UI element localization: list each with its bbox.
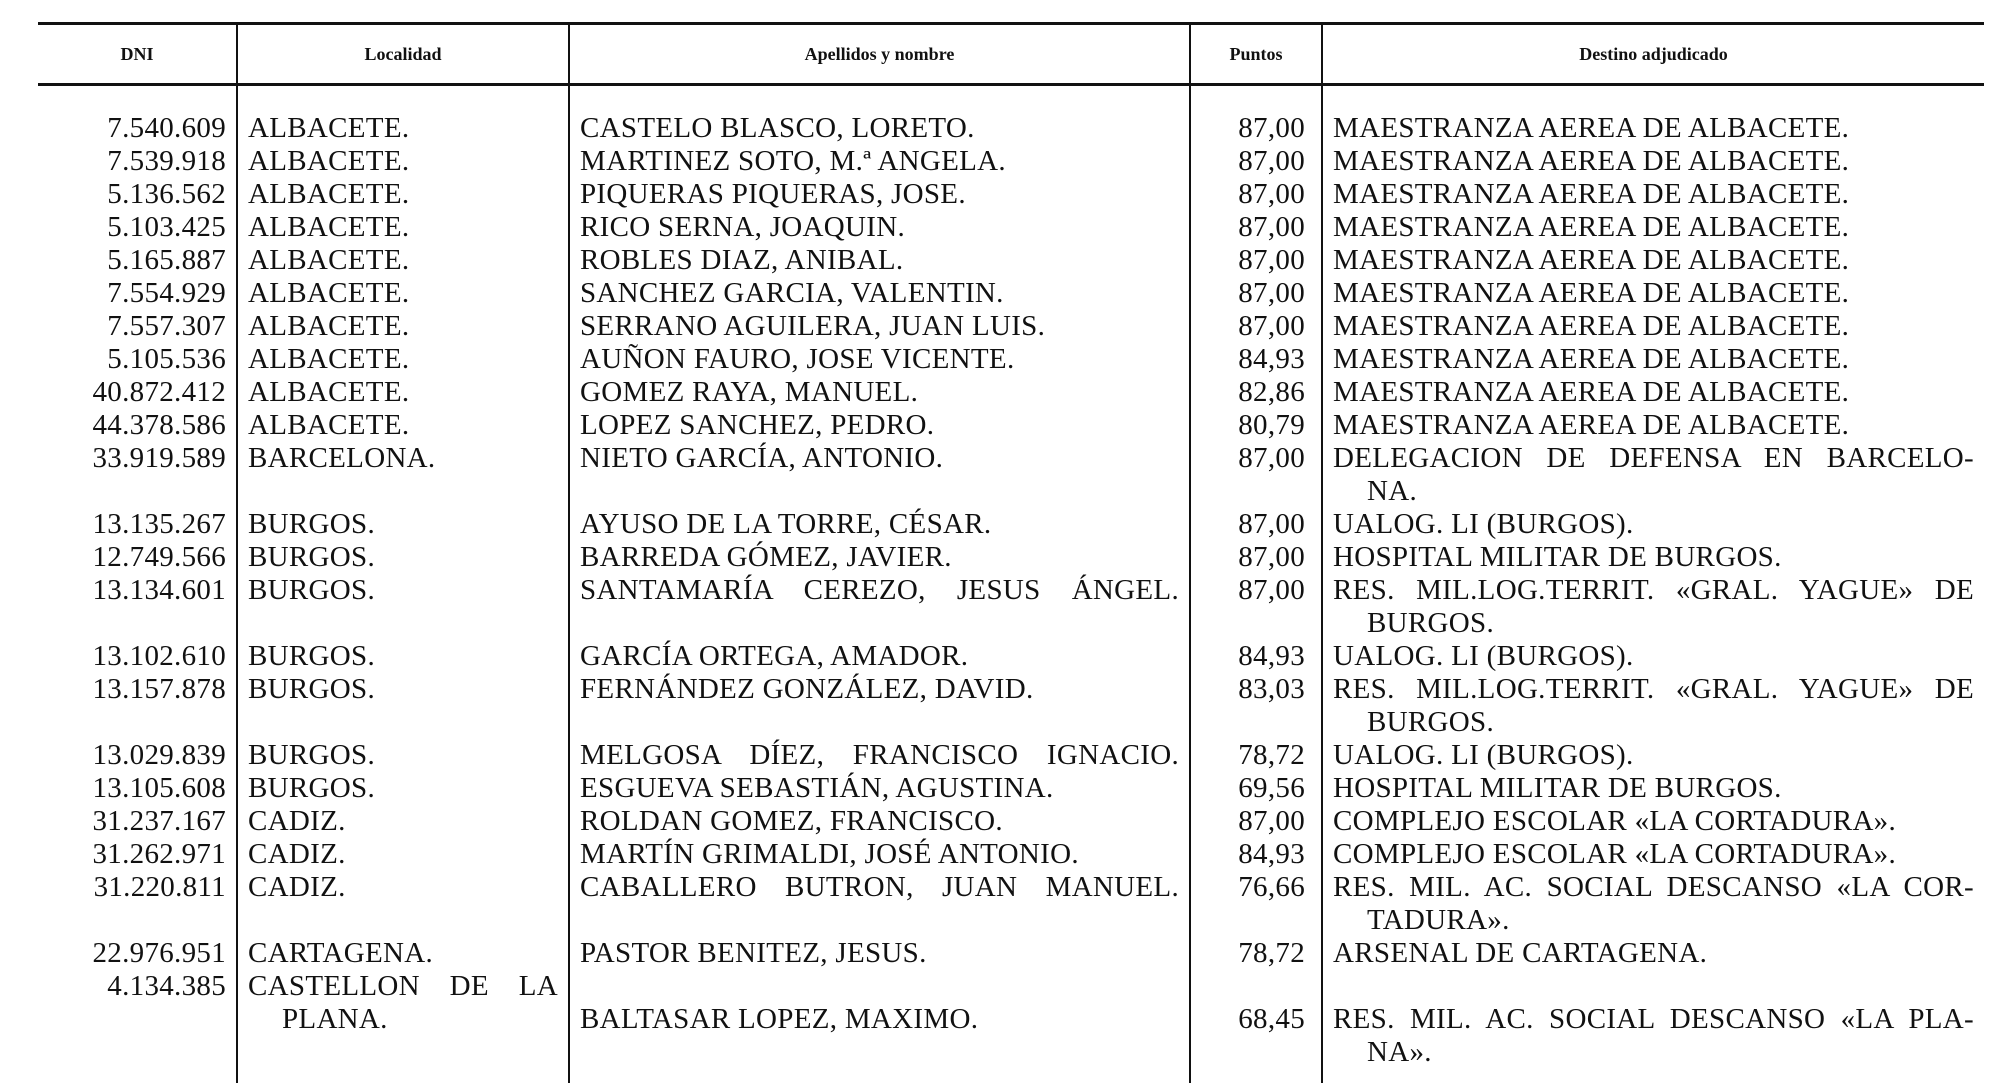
- cell-nombre: [569, 112, 1190, 145]
- cell-nombre-text: ROLDAN GOMEZ, FRANCISCO.: [580, 805, 1003, 837]
- table-row: [38, 640, 1984, 673]
- cell-puntos: [1190, 310, 1322, 343]
- table-row: [38, 970, 1984, 1069]
- cell-localidad-text: ALBACETE.: [248, 376, 410, 408]
- cell-localidad: [237, 178, 569, 211]
- cell-nombre-text: SANCHEZ GARCIA, VALENTIN.: [580, 277, 1004, 309]
- cell-puntos-text: 82,86: [1238, 376, 1305, 408]
- cell-localidad-text: BURGOS.: [248, 541, 375, 573]
- cell-nombre: [569, 937, 1190, 970]
- cell-puntos-text: 76,66: [1238, 871, 1305, 903]
- cell-localidad: [237, 574, 569, 640]
- cell-nombre: [569, 508, 1190, 541]
- cell-destino: [1322, 937, 1984, 970]
- cell-dni-text: 33.919.589: [92, 442, 226, 474]
- cell-puntos: [1190, 211, 1322, 244]
- cell-localidad-text: ALBACETE.: [248, 343, 410, 375]
- cell-destino-text: UALOG. LI (BURGOS).: [1333, 640, 1634, 672]
- cell-nombre-text: CABALLERO BUTRON, JUAN MANUEL.: [580, 871, 1179, 903]
- cell-puntos: [1190, 112, 1322, 145]
- cell-nombre-text: PIQUERAS PIQUERAS, JOSE.: [580, 178, 966, 210]
- cell-localidad-text: BURGOS.: [248, 673, 375, 705]
- cell-localidad: [237, 739, 569, 772]
- cell-puntos-text: 87,00: [1238, 244, 1305, 276]
- cell-localidad: [237, 508, 569, 541]
- cell-localidad: [237, 673, 569, 739]
- cell-nombre: [569, 541, 1190, 574]
- table-row: [38, 574, 1984, 640]
- cell-nombre-text: FERNÁNDEZ GONZÁLEZ, DAVID.: [580, 673, 1034, 705]
- cell-destino-text: DELEGACION DE DEFENSA EN BARCELO-: [1333, 442, 1974, 474]
- cell-destino-text: MAESTRANZA AEREA DE ALBACETE.: [1333, 112, 1850, 144]
- cell-destino: [1322, 508, 1984, 541]
- cell-puntos-text: 78,72: [1238, 739, 1305, 771]
- cell-puntos: [1190, 805, 1322, 838]
- cell-puntos: [1190, 739, 1322, 772]
- cell-dni: [38, 805, 237, 838]
- cell-dni: [38, 112, 237, 145]
- cell-puntos-text: 87,00: [1238, 112, 1305, 144]
- cell-puntos-text: 83,03: [1238, 673, 1305, 705]
- cell-destino-text: RES. MIL.LOG.TERRIT. «GRAL. YAGUE» DE: [1333, 673, 1974, 705]
- cell-dni: [38, 541, 237, 574]
- cell-dni-text: 5.103.425: [107, 211, 226, 243]
- table-row: [38, 343, 1984, 376]
- cell-destino-text: MAESTRANZA AEREA DE ALBACETE.: [1333, 244, 1850, 276]
- cell-nombre-text: AYUSO DE LA TORRE, CÉSAR.: [580, 508, 992, 540]
- cell-dni: [38, 244, 237, 277]
- table-row: [38, 541, 1984, 574]
- cell-localidad: [237, 805, 569, 838]
- table-row: [38, 838, 1984, 871]
- cell-puntos: [1190, 508, 1322, 541]
- cell-destino: [1322, 409, 1984, 442]
- cell-dni: [38, 277, 237, 310]
- cell-localidad-text: CASTELLON DE LA: [248, 970, 558, 1002]
- cell-puntos-text: 69,56: [1238, 772, 1305, 804]
- cell-dni: [38, 508, 237, 541]
- table-row: [38, 178, 1984, 211]
- cell-puntos-text: 87,00: [1238, 541, 1305, 573]
- cell-localidad-text: BARCELONA.: [248, 442, 436, 474]
- cell-nombre: [569, 145, 1190, 178]
- cell-localidad-text: BURGOS.: [248, 640, 375, 672]
- cell-puntos: [1190, 871, 1322, 937]
- cell-localidad-text: ALBACETE.: [248, 145, 410, 177]
- cell-dni: [38, 772, 237, 805]
- cell-nombre-text: RICO SERNA, JOAQUIN.: [580, 211, 906, 243]
- cell-dni: [38, 838, 237, 871]
- cell-nombre-text: MELGOSA DÍEZ, FRANCISCO IGNACIO.: [580, 739, 1179, 771]
- cell-destino-continuation: BURGOS.: [1367, 706, 1494, 738]
- cell-destino-text: MAESTRANZA AEREA DE ALBACETE.: [1333, 211, 1850, 243]
- cell-dni-text: 12.749.566: [92, 541, 226, 573]
- header-puntos: Puntos: [1190, 24, 1322, 85]
- cell-localidad-text: ALBACETE.: [248, 244, 410, 276]
- cell-localidad: [237, 937, 569, 970]
- cell-puntos-text: 84,93: [1238, 640, 1305, 672]
- cell-localidad-text: CARTAGENA.: [248, 937, 434, 969]
- cell-dni: [38, 178, 237, 211]
- cell-puntos-text: 87,00: [1238, 211, 1305, 243]
- cell-destino-text: UALOG. LI (BURGOS).: [1333, 508, 1634, 540]
- cell-dni: [38, 871, 237, 937]
- cell-puntos: [1190, 442, 1322, 508]
- table-row: [38, 244, 1984, 277]
- cell-destino: [1322, 772, 1984, 805]
- cell-nombre-text: GOMEZ RAYA, MANUEL.: [580, 376, 919, 408]
- cell-destino-text: MAESTRANZA AEREA DE ALBACETE.: [1333, 145, 1850, 177]
- cell-dni-text: 7.540.609: [107, 112, 226, 144]
- cell-localidad-continuation: PLANA.: [282, 1003, 388, 1035]
- cell-puntos: [1190, 343, 1322, 376]
- cell-dni: [38, 937, 237, 970]
- cell-localidad: [237, 871, 569, 937]
- cell-dni: [38, 970, 237, 1069]
- cell-dni-text: 40.872.412: [92, 376, 226, 408]
- cell-nombre: [569, 871, 1190, 937]
- cell-dni: [38, 310, 237, 343]
- cell-localidad-text: BURGOS.: [248, 508, 375, 540]
- cell-nombre-text: PASTOR BENITEZ, JESUS.: [580, 937, 927, 969]
- cell-nombre: [569, 211, 1190, 244]
- cell-destino-text: COMPLEJO ESCOLAR «LA CORTADURA».: [1333, 805, 1897, 837]
- cell-dni-text: 13.134.601: [92, 574, 226, 606]
- cell-dni-text: 13.102.610: [92, 640, 226, 672]
- table-row: [38, 277, 1984, 310]
- cell-localidad-text: ALBACETE.: [248, 211, 410, 243]
- cell-nombre: [569, 409, 1190, 442]
- cell-destino-text: MAESTRANZA AEREA DE ALBACETE.: [1333, 310, 1850, 342]
- table-header-row: [38, 24, 1984, 85]
- cell-destino: [1322, 178, 1984, 211]
- header-dni: DNI: [38, 24, 237, 85]
- cell-destino-text: MAESTRANZA AEREA DE ALBACETE.: [1333, 409, 1850, 441]
- cell-nombre-text: ROBLES DIAZ, ANIBAL.: [580, 244, 904, 276]
- table-row: [38, 442, 1984, 508]
- cell-dni-text: 5.165.887: [107, 244, 226, 276]
- cell-puntos: [1190, 673, 1322, 739]
- cell-dni: [38, 673, 237, 739]
- cell-localidad: [237, 409, 569, 442]
- cell-destino-text: MAESTRANZA AEREA DE ALBACETE.: [1333, 343, 1850, 375]
- cell-destino-text: RES. MIL. AC. SOCIAL DESCANSO «LA COR-: [1333, 871, 1974, 903]
- cell-nombre: [569, 970, 1190, 1069]
- cell-puntos: [1190, 145, 1322, 178]
- cell-nombre-text: NIETO GARCÍA, ANTONIO.: [580, 442, 944, 474]
- cell-puntos: [1190, 838, 1322, 871]
- cell-destino: [1322, 541, 1984, 574]
- cell-destino: [1322, 376, 1984, 409]
- cell-localidad-text: ALBACETE.: [248, 310, 410, 342]
- cell-nombre-text: AUÑON FAURO, JOSE VICENTE.: [580, 343, 1015, 375]
- cell-dni: [38, 739, 237, 772]
- cell-localidad-text: ALBACETE.: [248, 112, 410, 144]
- cell-dni-text: 13.135.267: [92, 508, 226, 540]
- cell-nombre: [569, 442, 1190, 508]
- cell-destino: [1322, 112, 1984, 145]
- cell-destino-text: MAESTRANZA AEREA DE ALBACETE.: [1333, 178, 1850, 210]
- cell-destino-text: MAESTRANZA AEREA DE ALBACETE.: [1333, 376, 1850, 408]
- cell-puntos-text: 87,00: [1238, 574, 1305, 606]
- cell-puntos: [1190, 541, 1322, 574]
- table-row: [38, 871, 1984, 937]
- cell-puntos-text: 87,00: [1238, 145, 1305, 177]
- cell-destino: [1322, 970, 1984, 1069]
- cell-dni: [38, 640, 237, 673]
- cell-nombre: [569, 838, 1190, 871]
- cell-dni-text: 7.539.918: [107, 145, 226, 177]
- spacer-row: [38, 85, 1984, 113]
- cell-dni-text: 7.554.929: [107, 277, 226, 309]
- cell-puntos: [1190, 970, 1322, 1069]
- cell-dni-text: 31.262.971: [92, 838, 226, 870]
- cell-puntos: [1190, 244, 1322, 277]
- header-destino: Destino adjudicado: [1322, 24, 1984, 85]
- cell-localidad-text: BURGOS.: [248, 739, 375, 771]
- cell-puntos: [1190, 772, 1322, 805]
- cell-puntos: [1190, 640, 1322, 673]
- cell-localidad: [237, 343, 569, 376]
- cell-nombre: [569, 640, 1190, 673]
- table-row: [38, 376, 1984, 409]
- cell-destino: [1322, 211, 1984, 244]
- cell-localidad: [237, 772, 569, 805]
- cell-nombre: [569, 376, 1190, 409]
- cell-dni-text: 22.976.951: [92, 937, 226, 969]
- cell-destino: [1322, 739, 1984, 772]
- cell-puntos-text: 87,00: [1238, 277, 1305, 309]
- header-nombre: Apellidos y nombre: [569, 24, 1190, 85]
- cell-puntos-text: 87,00: [1238, 508, 1305, 540]
- cell-puntos-text: 80,79: [1238, 409, 1305, 441]
- cell-dni-text: 44.378.586: [92, 409, 226, 441]
- table-row: [38, 145, 1984, 178]
- cell-destino-continuation: NA.: [1367, 475, 1418, 507]
- cell-puntos-text: 87,00: [1238, 178, 1305, 210]
- cell-destino-text: COMPLEJO ESCOLAR «LA CORTADURA».: [1333, 838, 1897, 870]
- cell-dni-text: 13.157.878: [92, 673, 226, 705]
- cell-puntos-text: 87,00: [1238, 442, 1305, 474]
- cell-localidad: [237, 442, 569, 508]
- cell-localidad: [237, 640, 569, 673]
- cell-dni: [38, 343, 237, 376]
- cell-puntos-text: 87,00: [1238, 310, 1305, 342]
- table-row: [38, 772, 1984, 805]
- cell-localidad-text: ALBACETE.: [248, 409, 410, 441]
- cell-destino: [1322, 838, 1984, 871]
- cell-localidad: [237, 244, 569, 277]
- cell-dni: [38, 409, 237, 442]
- document-page: [38, 22, 1984, 1083]
- table-row: [38, 409, 1984, 442]
- table-row: [38, 739, 1984, 772]
- cell-localidad-text: BURGOS.: [248, 772, 375, 804]
- cell-puntos-text: 68,45: [1238, 1003, 1305, 1035]
- cell-puntos-text: 78,72: [1238, 937, 1305, 969]
- cell-nombre-text: MARTÍN GRIMALDI, JOSÉ ANTONIO.: [580, 838, 1079, 870]
- cell-destino-text: RES. MIL. AC. SOCIAL DESCANSO «LA PLA-: [1333, 1003, 1974, 1035]
- cell-nombre: [569, 772, 1190, 805]
- cell-dni: [38, 442, 237, 508]
- cell-destino-text: HOSPITAL MILITAR DE BURGOS.: [1333, 772, 1782, 804]
- table-row: [38, 310, 1984, 343]
- cell-destino-text: ARSENAL DE CARTAGENA.: [1333, 937, 1708, 969]
- cell-dni-text: 31.237.167: [92, 805, 226, 837]
- cell-nombre-text: SERRANO AGUILERA, JUAN LUIS.: [580, 310, 1046, 342]
- cell-nombre-text: MARTINEZ SOTO, M.ª ANGELA.: [580, 145, 1006, 177]
- cell-puntos: [1190, 178, 1322, 211]
- cell-destino: [1322, 277, 1984, 310]
- cell-localidad-text: CADIZ.: [248, 838, 346, 870]
- cell-destino-text: RES. MIL.LOG.TERRIT. «GRAL. YAGUE» DE: [1333, 574, 1974, 606]
- cell-dni: [38, 145, 237, 178]
- cell-localidad-text: CADIZ.: [248, 871, 346, 903]
- table-row: [38, 805, 1984, 838]
- cell-localidad: [237, 310, 569, 343]
- cell-destino-continuation: NA».: [1367, 1036, 1432, 1068]
- cell-destino-text: HOSPITAL MILITAR DE BURGOS.: [1333, 541, 1782, 573]
- header-localidad: Localidad: [237, 24, 569, 85]
- cell-destino: [1322, 244, 1984, 277]
- cell-localidad: [237, 376, 569, 409]
- cell-destino: [1322, 145, 1984, 178]
- cell-nombre-text: GARCÍA ORTEGA, AMADOR.: [580, 640, 969, 672]
- table-row: [38, 112, 1984, 145]
- cell-nombre: [569, 805, 1190, 838]
- cell-puntos-text: 87,00: [1238, 805, 1305, 837]
- cell-puntos: [1190, 409, 1322, 442]
- cell-localidad: [237, 541, 569, 574]
- cell-destino: [1322, 805, 1984, 838]
- cell-dni: [38, 211, 237, 244]
- cell-dni-text: 31.220.811: [93, 871, 226, 903]
- cell-nombre: [569, 739, 1190, 772]
- cell-puntos: [1190, 376, 1322, 409]
- cell-nombre-text: SANTAMARÍA CEREZO, JESUS ÁNGEL.: [580, 574, 1179, 606]
- cell-localidad-text: BURGOS.: [248, 574, 375, 606]
- cell-destino-text: UALOG. LI (BURGOS).: [1333, 739, 1634, 771]
- cell-dni: [38, 376, 237, 409]
- cell-destino: [1322, 871, 1984, 937]
- table-row: [38, 937, 1984, 970]
- cell-dni-text: 7.557.307: [107, 310, 226, 342]
- cell-puntos: [1190, 574, 1322, 640]
- cell-nombre-text: CASTELO BLASCO, LORETO.: [580, 112, 975, 144]
- cell-puntos-text: 84,93: [1238, 838, 1305, 870]
- cell-dni-text: 5.136.562: [107, 178, 226, 210]
- cell-destino: [1322, 343, 1984, 376]
- cell-localidad-text: ALBACETE.: [248, 178, 410, 210]
- cell-nombre-text: ESGUEVA SEBASTIÁN, AGUSTINA.: [580, 772, 1054, 804]
- cell-localidad: [237, 145, 569, 178]
- cell-localidad-text: ALBACETE.: [248, 277, 410, 309]
- cell-dni-text: 13.105.608: [92, 772, 226, 804]
- cell-nombre: [569, 574, 1190, 640]
- cell-nombre-text: LOPEZ SANCHEZ, PEDRO.: [580, 409, 935, 441]
- adjudication-table: [38, 22, 1984, 1083]
- cell-nombre-text: BARREDA GÓMEZ, JAVIER.: [580, 541, 952, 573]
- cell-destino-continuation: TADURA».: [1367, 904, 1510, 936]
- cell-localidad: [237, 112, 569, 145]
- cell-puntos: [1190, 277, 1322, 310]
- cell-localidad: [237, 970, 569, 1069]
- cell-destino: [1322, 574, 1984, 640]
- cell-localidad: [237, 277, 569, 310]
- cell-destino: [1322, 310, 1984, 343]
- bottom-spacer-row: [38, 1069, 1984, 1083]
- cell-puntos-text: 84,93: [1238, 343, 1305, 375]
- cell-nombre: [569, 673, 1190, 739]
- cell-destino: [1322, 640, 1984, 673]
- cell-nombre: [569, 343, 1190, 376]
- cell-nombre: [569, 277, 1190, 310]
- table-row: [38, 673, 1984, 739]
- cell-destino: [1322, 442, 1984, 508]
- cell-destino-continuation: BURGOS.: [1367, 607, 1494, 639]
- cell-localidad: [237, 838, 569, 871]
- table-row: [38, 211, 1984, 244]
- cell-nombre: [569, 178, 1190, 211]
- cell-nombre-text: BALTASAR LOPEZ, MAXIMO.: [580, 1003, 979, 1035]
- cell-dni: [38, 574, 237, 640]
- cell-nombre: [569, 244, 1190, 277]
- table-row: [38, 508, 1984, 541]
- cell-localidad: [237, 211, 569, 244]
- cell-nombre: [569, 310, 1190, 343]
- cell-dni-text: 5.105.536: [107, 343, 226, 375]
- cell-puntos: [1190, 937, 1322, 970]
- cell-localidad-text: CADIZ.: [248, 805, 346, 837]
- cell-dni-text: 13.029.839: [92, 739, 226, 771]
- cell-destino: [1322, 673, 1984, 739]
- cell-dni-text: 4.134.385: [107, 970, 226, 1002]
- cell-destino-text: MAESTRANZA AEREA DE ALBACETE.: [1333, 277, 1850, 309]
